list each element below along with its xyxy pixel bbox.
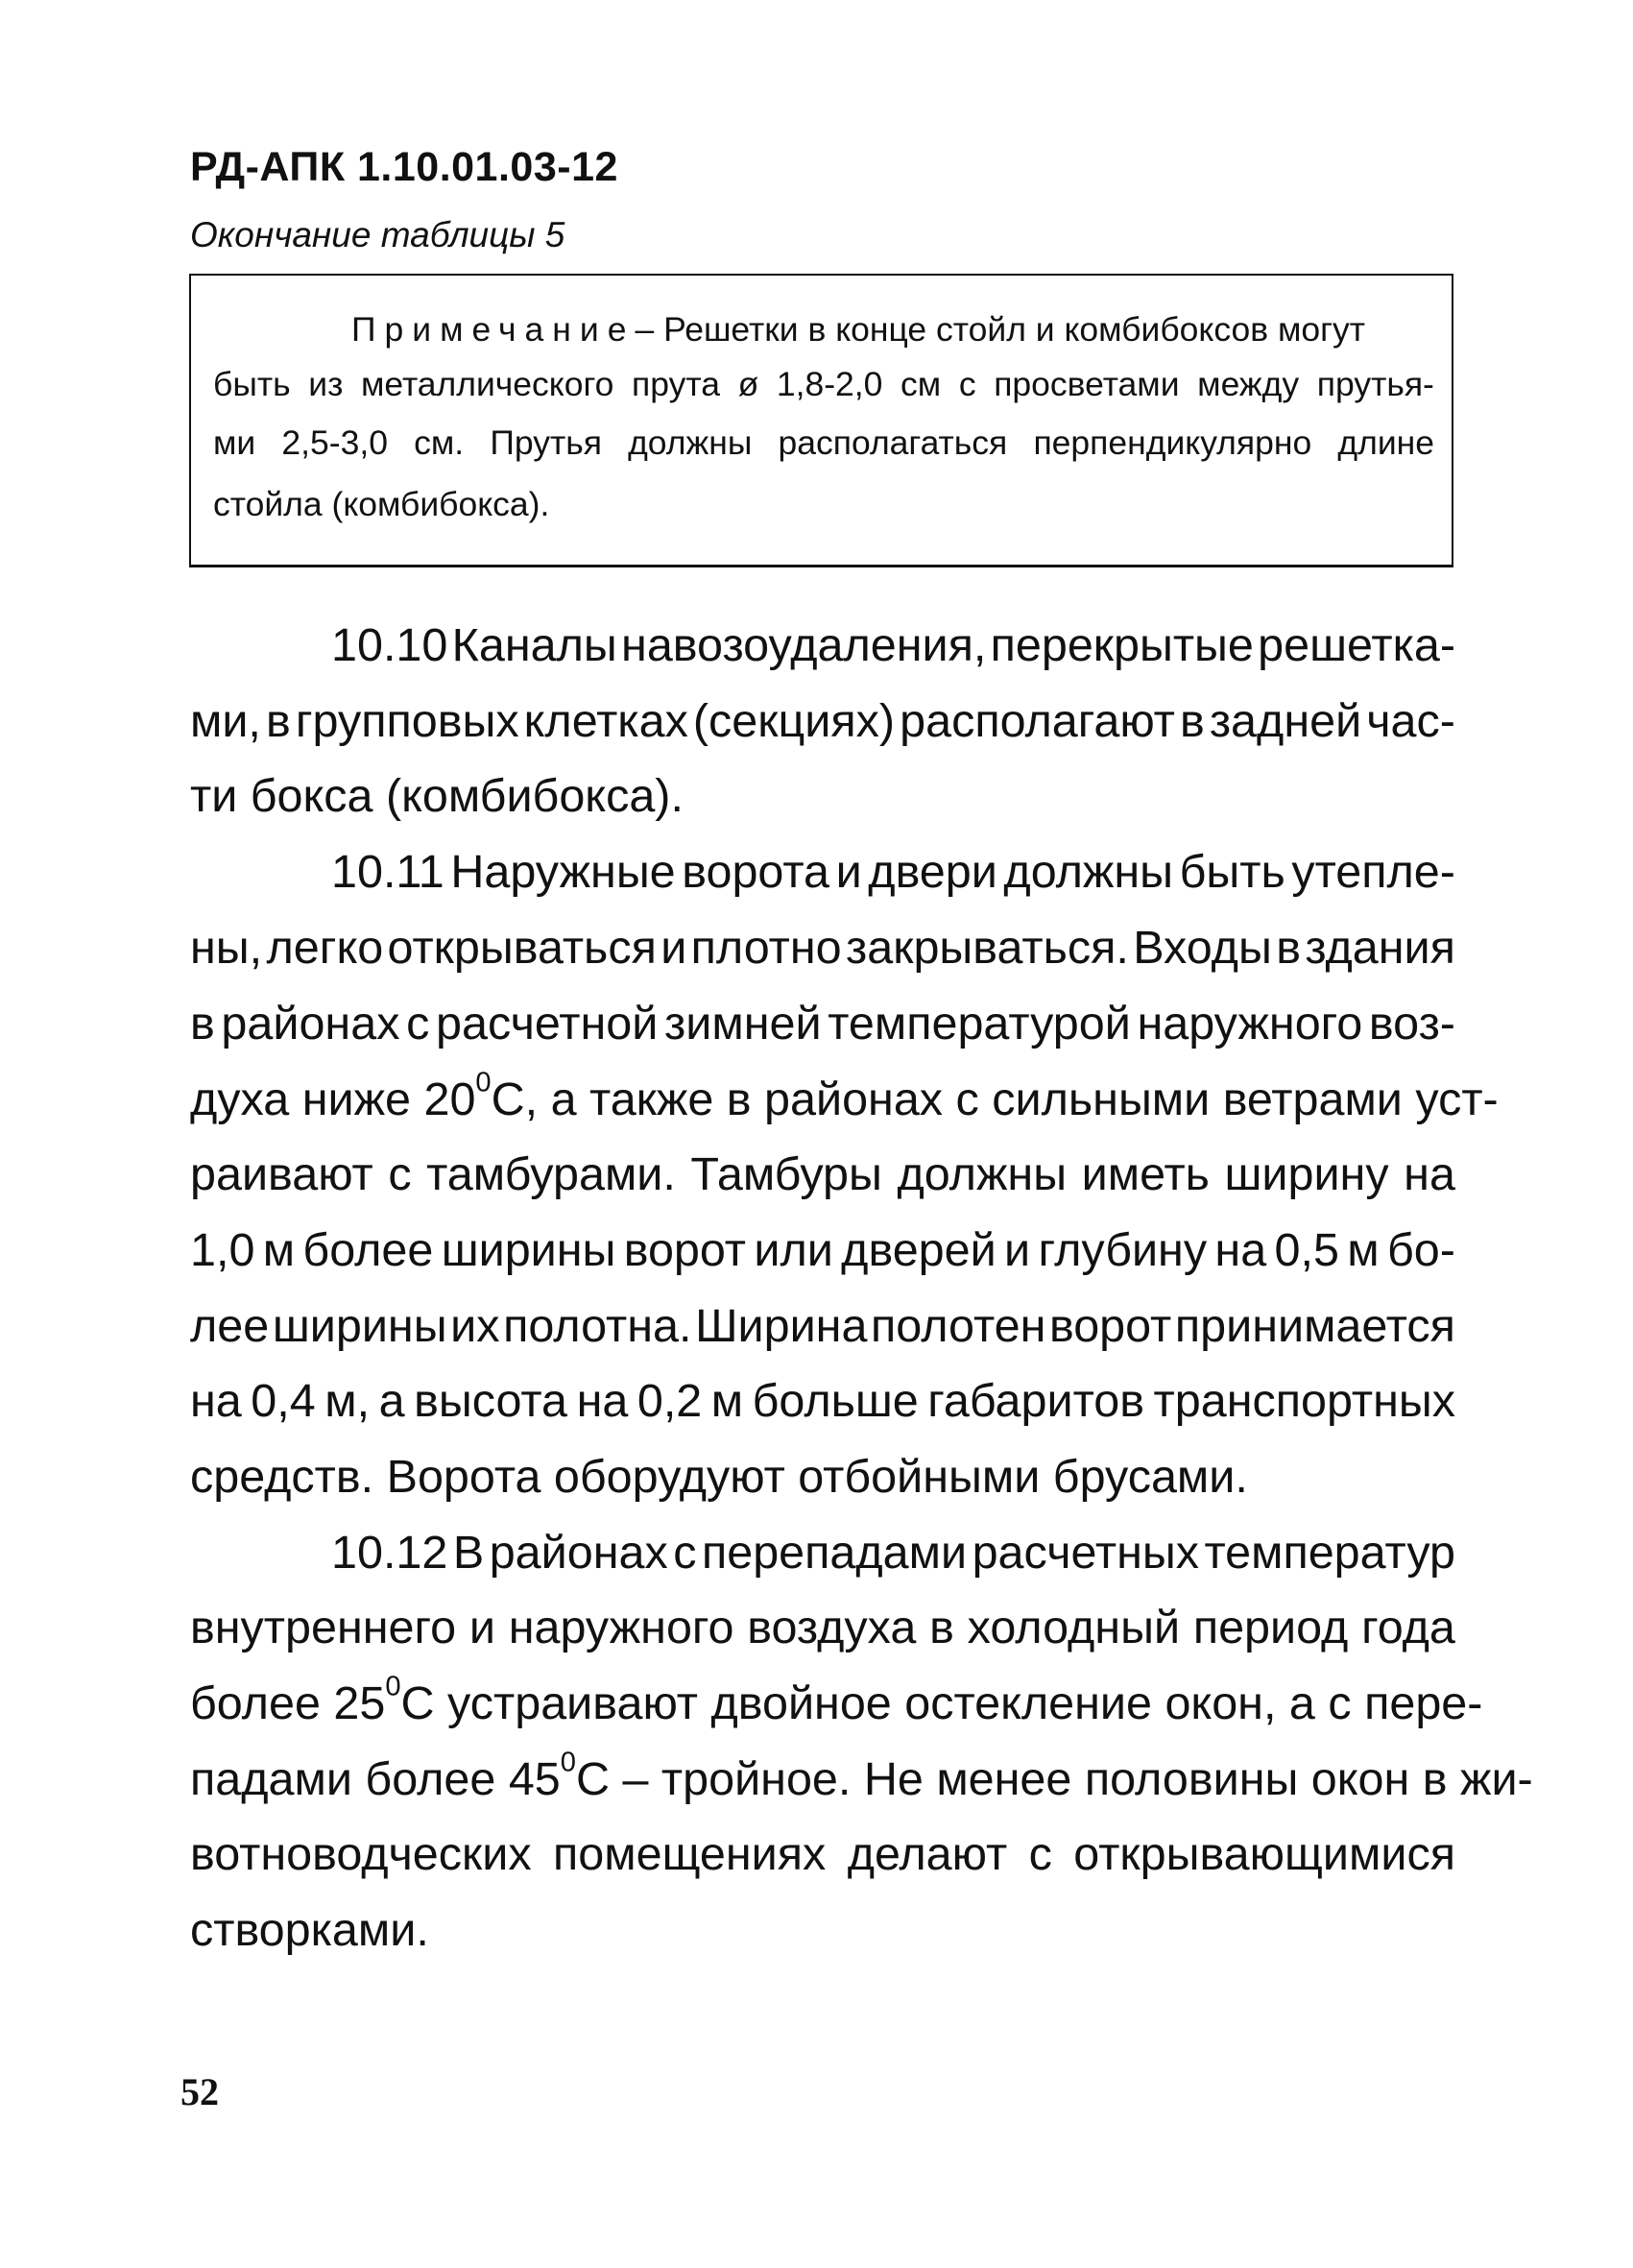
word: Входы bbox=[1133, 922, 1272, 974]
word: располагают bbox=[900, 695, 1175, 747]
word: ворота bbox=[682, 846, 829, 898]
word: 0,2 bbox=[636, 1375, 703, 1427]
word: (секциях) bbox=[692, 695, 896, 747]
para-10-11-line-9: средств. Ворота оборудуют отбойными брусами. bbox=[190, 1451, 1248, 1503]
word: ворот bbox=[623, 1224, 747, 1276]
word: ми, bbox=[190, 695, 261, 747]
word: м bbox=[262, 1224, 296, 1276]
word: с bbox=[388, 1148, 412, 1200]
word: плотно bbox=[690, 922, 842, 974]
word: наружного bbox=[1137, 998, 1363, 1050]
word: Ширина bbox=[695, 1300, 868, 1352]
word: ø bbox=[737, 365, 759, 403]
word: полотен bbox=[871, 1300, 1046, 1352]
word: В bbox=[452, 1527, 485, 1579]
note-line-3 bbox=[213, 419, 1434, 467]
word: районах bbox=[221, 998, 400, 1050]
word: решетка- bbox=[1258, 619, 1455, 671]
word: навозоудаления, bbox=[621, 619, 987, 671]
word: ширину bbox=[1224, 1148, 1389, 1200]
degree-superscript: 0 bbox=[475, 1067, 492, 1098]
para-10-11-line-6 bbox=[190, 1219, 1455, 1281]
word: наружного bbox=[508, 1602, 734, 1653]
word: ворот bbox=[1048, 1300, 1172, 1352]
word: на bbox=[190, 1375, 242, 1427]
word: должны bbox=[897, 1148, 1068, 1200]
word: быть bbox=[213, 365, 291, 403]
word: располагаться bbox=[778, 423, 1008, 462]
word: на bbox=[1214, 1224, 1267, 1276]
page-number: 52 bbox=[180, 2070, 219, 2113]
para-10-10-line-2 bbox=[190, 690, 1455, 752]
para-10-11-line-2 bbox=[190, 917, 1455, 978]
word: металлического bbox=[360, 365, 614, 403]
word: с bbox=[673, 1527, 697, 1579]
word: утепле- bbox=[1291, 846, 1455, 898]
word: 10.10 bbox=[331, 619, 448, 671]
word: дверей bbox=[841, 1224, 997, 1276]
word: 10.11 bbox=[331, 846, 444, 898]
word: должны bbox=[628, 423, 753, 462]
word: открываться bbox=[387, 922, 657, 974]
para-10-11-line-5 bbox=[190, 1144, 1455, 1205]
word: внутреннего bbox=[190, 1602, 457, 1653]
word: габаритов bbox=[927, 1375, 1145, 1427]
word: клетках bbox=[523, 695, 688, 747]
word: с bbox=[1028, 1828, 1052, 1880]
word: с bbox=[406, 998, 430, 1050]
word: период bbox=[1192, 1602, 1349, 1653]
note-line-1-text: – Решетки в конце стойл и комбибоксов могут bbox=[635, 310, 1366, 349]
word: длине bbox=[1337, 423, 1434, 462]
word: 1,8-2,0 bbox=[776, 365, 883, 403]
word: в bbox=[266, 695, 291, 747]
word: высота bbox=[414, 1375, 568, 1427]
word: и bbox=[1004, 1224, 1031, 1276]
word: 10.12 bbox=[331, 1527, 448, 1579]
word: м bbox=[710, 1375, 744, 1427]
note-line-1 bbox=[351, 305, 1365, 353]
word: раивают bbox=[190, 1148, 373, 1200]
degree-superscript: 0 bbox=[560, 1747, 576, 1778]
word: делают bbox=[847, 1828, 1008, 1880]
para-10-10-line-3: ти бокса (комбибокса). bbox=[190, 770, 684, 822]
word: м bbox=[1347, 1224, 1380, 1276]
word: их bbox=[450, 1300, 500, 1352]
word: см. bbox=[414, 423, 465, 462]
word: Прутья bbox=[490, 423, 602, 462]
word: ширины bbox=[272, 1300, 447, 1352]
para-10-12-line-2 bbox=[190, 1597, 1455, 1658]
word: быть bbox=[1179, 846, 1285, 898]
para-10-11-line-7 bbox=[190, 1295, 1455, 1357]
word: легко bbox=[266, 922, 384, 974]
word: 2,5-3,0 bbox=[281, 423, 388, 462]
word: открывающимися bbox=[1073, 1828, 1455, 1880]
word: иметь bbox=[1081, 1148, 1210, 1200]
word: и bbox=[660, 922, 687, 974]
word: больше bbox=[752, 1375, 919, 1427]
para-10-11-line-4: духа ниже $20^0С$, а также в районах с сильными ветрами уст- bbox=[190, 1067, 1499, 1125]
word: помещениях bbox=[553, 1828, 827, 1880]
word: а bbox=[378, 1375, 405, 1427]
para-10-10-line-1 bbox=[331, 615, 1455, 676]
word: групповых bbox=[295, 695, 519, 747]
word: 0,5 bbox=[1274, 1224, 1339, 1276]
word: вотноводческих bbox=[190, 1828, 532, 1880]
para-10-12-line-6: створками. bbox=[190, 1904, 429, 1956]
word: с bbox=[958, 365, 976, 403]
word: бо- bbox=[1386, 1224, 1455, 1276]
word: районах bbox=[489, 1527, 668, 1579]
word: в bbox=[1179, 695, 1205, 747]
word: закрываться. bbox=[846, 922, 1129, 974]
word: здания bbox=[1305, 922, 1455, 974]
word: просветами bbox=[994, 365, 1180, 403]
word: в bbox=[929, 1602, 954, 1653]
word: или bbox=[754, 1224, 833, 1276]
word: 1,0 bbox=[190, 1224, 255, 1276]
note-line-4: стойла (комбибокса). bbox=[213, 485, 550, 523]
note-line-2 bbox=[213, 360, 1434, 408]
word: перепадами bbox=[701, 1527, 968, 1579]
word: перпендикулярно bbox=[1033, 423, 1312, 462]
word: из bbox=[308, 365, 344, 403]
word: ширины bbox=[441, 1224, 616, 1276]
word: более bbox=[302, 1224, 434, 1276]
word: лее bbox=[190, 1300, 270, 1352]
word: расчетных bbox=[972, 1527, 1199, 1579]
word: прутья- bbox=[1316, 365, 1434, 403]
word: глубину bbox=[1038, 1224, 1208, 1276]
para-10-11-line-1 bbox=[331, 841, 1455, 903]
word: ны, bbox=[190, 922, 263, 974]
word: Тамбуры bbox=[690, 1148, 882, 1200]
word: см bbox=[901, 365, 942, 403]
word: полотна. bbox=[503, 1300, 692, 1352]
para-10-12-line-4: падами более $45^0С$ – тройное. Не менее половины окон в жи- bbox=[190, 1747, 1533, 1805]
word: и bbox=[468, 1602, 495, 1653]
word: Каналы bbox=[451, 619, 617, 671]
degree-superscript: 0 bbox=[385, 1671, 401, 1702]
word: температурой bbox=[828, 998, 1131, 1050]
word: задней bbox=[1209, 695, 1362, 747]
word: Наружные bbox=[450, 846, 676, 898]
word: воз- bbox=[1368, 998, 1455, 1050]
para-10-11-line-8 bbox=[190, 1370, 1455, 1432]
word: года bbox=[1361, 1602, 1455, 1653]
word: температур bbox=[1204, 1527, 1455, 1579]
para-10-12-line-5 bbox=[190, 1823, 1455, 1885]
word: в bbox=[190, 998, 215, 1050]
word: расчетной bbox=[436, 998, 659, 1050]
word: принимается bbox=[1174, 1300, 1455, 1352]
para-10-12-line-1 bbox=[331, 1522, 1455, 1583]
word: транспортных bbox=[1153, 1375, 1455, 1427]
word: прута bbox=[632, 365, 720, 403]
para-10-11-line-3 bbox=[190, 993, 1455, 1054]
word: 0,4 bbox=[251, 1375, 316, 1427]
word: воздуха bbox=[747, 1602, 917, 1653]
word: тамбурами. bbox=[426, 1148, 676, 1200]
word: должны bbox=[1003, 846, 1174, 898]
table-continuation-caption: Окончание таблицы 5 bbox=[190, 215, 565, 254]
word: в bbox=[1276, 922, 1301, 974]
word: зимней bbox=[664, 998, 822, 1050]
word: и bbox=[835, 846, 862, 898]
note-label: Примечание bbox=[351, 310, 636, 349]
word: двери bbox=[868, 846, 997, 898]
para-10-12-line-3: более $25^0С$ устраивают двойное остекление окон, а с пере- bbox=[190, 1671, 1483, 1729]
word: час- bbox=[1366, 695, 1455, 747]
document-code: РД-АПК 1.10.01.03-12 bbox=[190, 144, 618, 190]
word: перекрытые bbox=[990, 619, 1254, 671]
word: холодный bbox=[967, 1602, 1181, 1653]
word: м, bbox=[324, 1375, 371, 1427]
word: на bbox=[576, 1375, 629, 1427]
word: между bbox=[1197, 365, 1300, 403]
word: ми bbox=[213, 423, 256, 462]
word: на bbox=[1404, 1148, 1455, 1200]
